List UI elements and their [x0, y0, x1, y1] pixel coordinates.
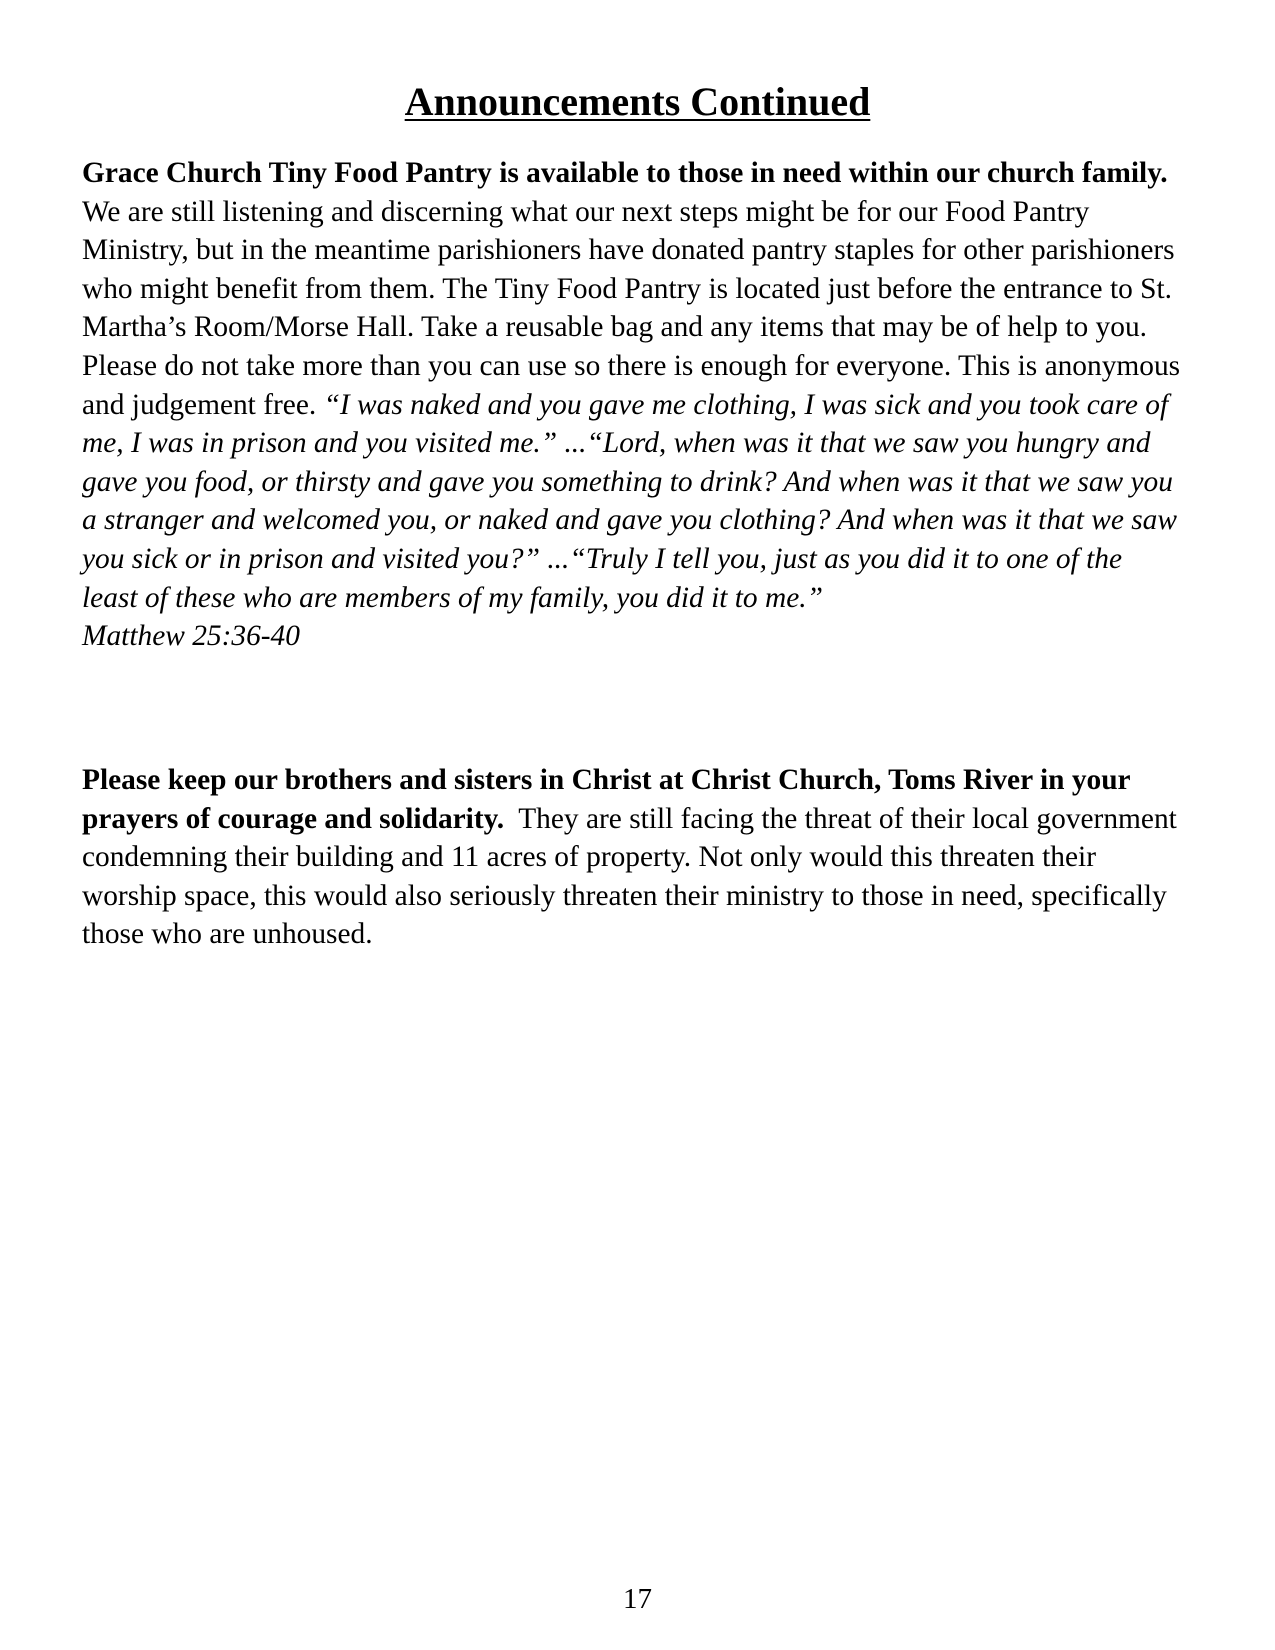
prayer-request-heading: Please keep our brothers and sisters in Christ at Christ Church, Toms River in your prayers of courage and solidarity. — [82, 764, 1131, 835]
scripture-quote: “I was naked and you gave me clothing, I was sick and you took care of me, I was in prison and you visited me.” ...“Lord, when was it that we saw you hungry and gave you food, or thirsty and gave you something to drink? And when was it that we saw you a stranger and welcomed you, or naked and gave you clothing? And when was it that we saw you sick or in prison and visited you?” ...“Truly I tell you, just as you did it to one of the least of these who are members of my family, you did it to me.” — [82, 388, 1177, 614]
food-pantry-announcement — [82, 154, 1182, 656]
prayer-request-body: They are still facing the threat of their local government condemning their building and 11 acres of property. Not only would this threaten their worship space, this would also seriously threaten their ministry to those in need, specifically those who are unhoused. — [82, 802, 1177, 951]
prayer-request-announcement — [82, 761, 1182, 954]
page-number: 17 — [623, 1583, 652, 1615]
scripture-citation: Matthew 25:36-40 — [82, 620, 300, 653]
page-title: Announcements Continued — [404, 79, 871, 124]
food-pantry-heading: Grace Church Tiny Food Pantry is available to those in need within our church family. — [82, 157, 1168, 189]
food-pantry-body: We are still listening and discerning what our next steps might be for our Food Pantry Ministry, but in the meantime parishioners have donated pantry staples for other parishioners who might benefit from them. The Tiny Food Pantry is located just before the entrance to St. Martha’s Room/Morse Hall. Take a reusable bag and any items that may be of help to you. Please do not take more than you can use so there is enough for everyone. This is anonymous and judgement free. — [82, 195, 1181, 421]
